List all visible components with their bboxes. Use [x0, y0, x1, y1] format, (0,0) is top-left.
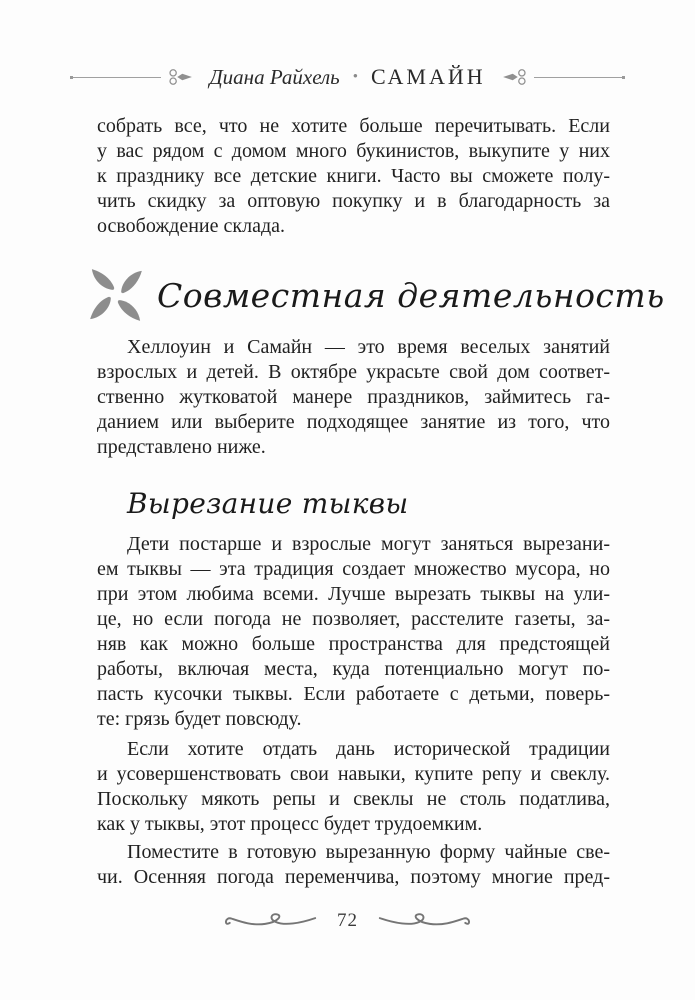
paragraph-line: представлено ниже. [97, 436, 266, 458]
paragraph-line: Хеллоуин и Самайн — это время веселых занятий [127, 336, 610, 358]
paragraph-line: ем тыквы — эта традиция создает множество мусора, но [97, 558, 610, 580]
paragraph-line: при этом любима всеми. Лучше вырезать тыквы на ули- [97, 583, 610, 605]
paragraph-line: освобождение склада. [97, 215, 286, 237]
paragraph-line: работы, включая места, куда потенциально могут по- [97, 658, 610, 680]
paragraph-line: взрослых и детей. В октябре украсьте свой дом соответ- [97, 361, 610, 383]
paragraph-line: те: грязь будет повсюду. [97, 708, 302, 730]
paragraph [97, 335, 610, 460]
section-title: Совместная деятельность [157, 275, 665, 315]
paragraph-line: как у тыквы, этот процесс будет трудоемким. [97, 813, 483, 835]
header-dot-right [622, 76, 625, 79]
paragraph-line: к празднику все детские книги. Часто вы сможете полу- [97, 165, 610, 187]
paragraph-line: це, но если погода не позволяет, расстелите газеты, за- [97, 608, 610, 630]
paragraph [97, 532, 610, 732]
paragraph-line: и усовершенствовать свои навыки, купите репу и свеклу. [97, 763, 610, 785]
header-rule-left [73, 77, 161, 78]
paragraph-line: чи. Осенняя погода переменчива, поэтому многие пред- [97, 866, 610, 888]
paragraph-line: Дети постарше и взрослые могут заняться вырезани- [127, 533, 610, 555]
paragraph-line: ственно жутковатой манере праздников, займитесь га- [97, 386, 610, 408]
paragraph [97, 114, 610, 239]
paragraph-line: Поскольку мякоть репы и свеклы не столь податлива, [97, 788, 610, 810]
paragraph-line: няв как можно больше пространства для предстоящей [97, 633, 610, 655]
fleuron-icon [502, 66, 528, 88]
header-book-title: САМАЙН [370, 64, 486, 89]
header-separator-bullet: • [352, 68, 358, 85]
header-rule-right [534, 77, 622, 78]
paragraph-line: Поместите в готовую вырезанную форму чайные све- [127, 841, 610, 863]
page-number: 72 [337, 910, 358, 931]
paragraph-line: данием или выберите подходящее занятие из того, что [97, 411, 610, 433]
paragraph-line: собрать все, что не хотите больше перечитывать. Если [97, 115, 610, 137]
paragraph-line: Если хотите отдать дань исторической традиции [127, 738, 610, 760]
flourish-swash-icon [223, 910, 319, 932]
sub-section-title: Вырезание тыквы [127, 487, 409, 520]
paragraph [97, 840, 610, 890]
paragraph-line: чить скидку за оптовую покупку и в благодарность за [97, 190, 610, 212]
paragraph [97, 737, 610, 837]
pinwheel-leaves-icon [85, 264, 147, 326]
paragraph-line: пасть кусочки тыквы. Если работаете с детьми, поверь- [97, 683, 610, 705]
section-heading-row [97, 263, 665, 327]
header-author: Диана Райхель [209, 64, 340, 89]
page-header [0, 60, 695, 94]
fleuron-icon [167, 66, 193, 88]
paragraph-line: у вас рядом с домом много букинистов, выкупите у них [97, 140, 610, 162]
page-footer [0, 906, 695, 936]
flourish-swash-icon [376, 910, 472, 932]
page-body [97, 108, 665, 890]
